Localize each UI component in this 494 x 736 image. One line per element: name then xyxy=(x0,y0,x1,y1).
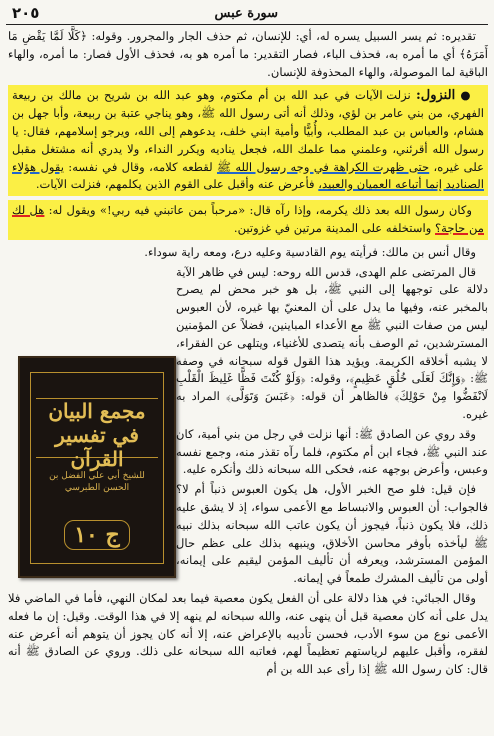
paragraph-anas: وقال أنس بن مالك: فرأيته يوم القادسية وعليه درع، ومعه راية سوداء. xyxy=(144,244,476,259)
book-cover-image xyxy=(18,356,176,578)
paragraph-qil: فإن قيل: فلو صح الخبر الأول، هل يكون العبوس ذنباً أم لا؟ فالجواب: أن العبوس والانبساط مع الأعمى سواء، إذ لا يشق عليه ذلك، فلا يكون ذنباً، فيجوز أن يكون عاتب الله سبحانه بذلك نبيه ﷺ ليأخذه بأوفر محاسن الأخلاق، وينبهه بذلك على عظم حال المؤمن المسترشد، ويعرفه أن تأليف المؤمن ليقيم على إيمانه، أولى من تأليف المشرك طمعاً في إيمانه. xyxy=(176,482,488,586)
book-author: للشيخ أبي علي الفضل بن الحسن الطبرسي xyxy=(49,471,145,493)
book-volume: ج ١٠ xyxy=(64,520,130,550)
nuzul-underline-2: يقول هؤلاء الصناديد إنما أتباعه العميان والعبيد، xyxy=(12,159,484,192)
nuzul-section xyxy=(8,85,488,196)
page-header xyxy=(6,2,488,25)
nuzul-text-a: نزلت الآيات في عبد الله بن أم مكتوم، وهو عبد الله بن شريح بن مالك بن ربيعة الفهري، من بني عامر بن لؤي، وذلك أنه أتى رسول الله ﷺ، وهو يناجي عتبة بن ربيعة، وأبا جهل بن هشام، والعباس بن عبد المطلب، وأُبيًّا وأمية ابني خلف، يدعوهم إلى الله، ويرجو إسلامهم، فقال: يا رسول الله أقرئني، وعلمني مما علمك الله، فجعل يناديه ويكرر النداء، ولا يدري أنه مشتغل مقبل على غيره، xyxy=(12,88,485,174)
visit-tail: واستخلفه على المدينة مرتين في غزوتين. xyxy=(233,220,432,235)
nuzul-text-b: لقطعه كلامه، وقال في نفسه: xyxy=(68,159,213,174)
page-number: ٢٠٥ xyxy=(12,4,40,22)
surah-title: سورة عبس xyxy=(214,5,278,21)
visit-section xyxy=(8,200,488,240)
visit-text: وكان رسول الله بعد ذلك يكرمه، وإذا رآه قال: «مرحباً بمن عاتبني فيه ربي!» ويقول له: xyxy=(48,203,472,218)
nuzul-heading: النزول: xyxy=(415,88,456,104)
paragraph-murtada: قال المرتضى علم الهدى، قدس الله روحه: ليس في ظاهر الآية دلالة على توجهها إلى النبي ﷺ، بل هو خبر محض لم يصرح بالمخبر عنه، وفيها ما يدل على أن المعنيّ بها غيره، لأن العبوس ليس من صفات النبي ﷺ مع الأعداء المباينين، فضلاً عن المؤمنين المسترشدين، ثم الوصف بأنه يتصدى للأغنياء، ويتلهى عن الفقراء، لا يشبه أخلاقه الكريمة. ويؤيد هذا القول قوله سبحانه في وصفه ﷺ: ﴿وَإِنَّكَ لَعَلَى خُلُقٍ عَظِيمٍ﴾، وقوله: ﴿وَلَوْ كُنْتَ فَظًّا غَلِيظَ الْقَلْبِ لَانْفَضُّوا مِنْ حَوْلِكَ﴾ فالظاهر أن قوله: ﴿عَبَسَ وَتَوَلَّى﴾ المراد به غيره. xyxy=(176,264,488,421)
bullet-icon: ● xyxy=(460,88,473,103)
visit-red-quote: هل لك من حاجة؟ xyxy=(12,203,484,235)
book-title: مجمع البيان في تفسير القرآن xyxy=(36,398,158,458)
nuzul-text-c: فأعرض عنه وأقبل على القوم الذين يكلمهم، فنزلت الآيات. xyxy=(35,177,315,192)
nuzul-underline-1: حتى ظهرت الكراهة في وجه رسول الله ﷺ xyxy=(217,159,430,174)
paragraph-jubbai: وقال الجبائي: في هذا دلالة على أن الفعل يكون معصية فيما بعد لمكان النهي، فأما في الماضي فلا يدل على أنه كان معصية قبل أن ينهى عنه، والله سبحانه لم ينهه إلا في هذا الوقت. وقيل: إن ما فعله الأعمى نوع من سوء الأدب، فحسن تأديبه بالإعراض عنه، إلا أنه كان يجوز أن يتوهم أنه أعرض عنه لفقره، وأقبل عليهم لرياستهم تعظيماً لهم، فعاتبه الله سبحانه على ذلك. وروي عن الصادق ﷺ أنه قال: كان رسول الله ﷺ إذا رأى عبد الله بن أم xyxy=(8,590,488,677)
paragraph-intro: تقديره: ثم يسر السبيل يسره له، أي: للإنسان، ثم حذف الجار والمجرور. وقوله: ﴿كَلَّا لَمَّا يَقْضِ مَا أَمَرَهُ﴾ أي ما أمره به، فحذف الباء، فصار التقدير: ما أمره هو به، فحذف الأول فصار: ما أمره، والهاء الباقية لما الموصولة، والهاء المحذوفة للإنسان. xyxy=(8,29,488,79)
paragraph-sadiq: وقد روي عن الصادق ﷺ: أنها نزلت في رجل من بني أمية، كان عند النبي ﷺ، فجاء ابن أم مكتوم، فلما رآه تقذر منه، وجمع نفسه وعبس، وأعرض بوجهه عنه، فحكى الله سبحانه ذلك وأنكره عليه. xyxy=(176,426,488,477)
